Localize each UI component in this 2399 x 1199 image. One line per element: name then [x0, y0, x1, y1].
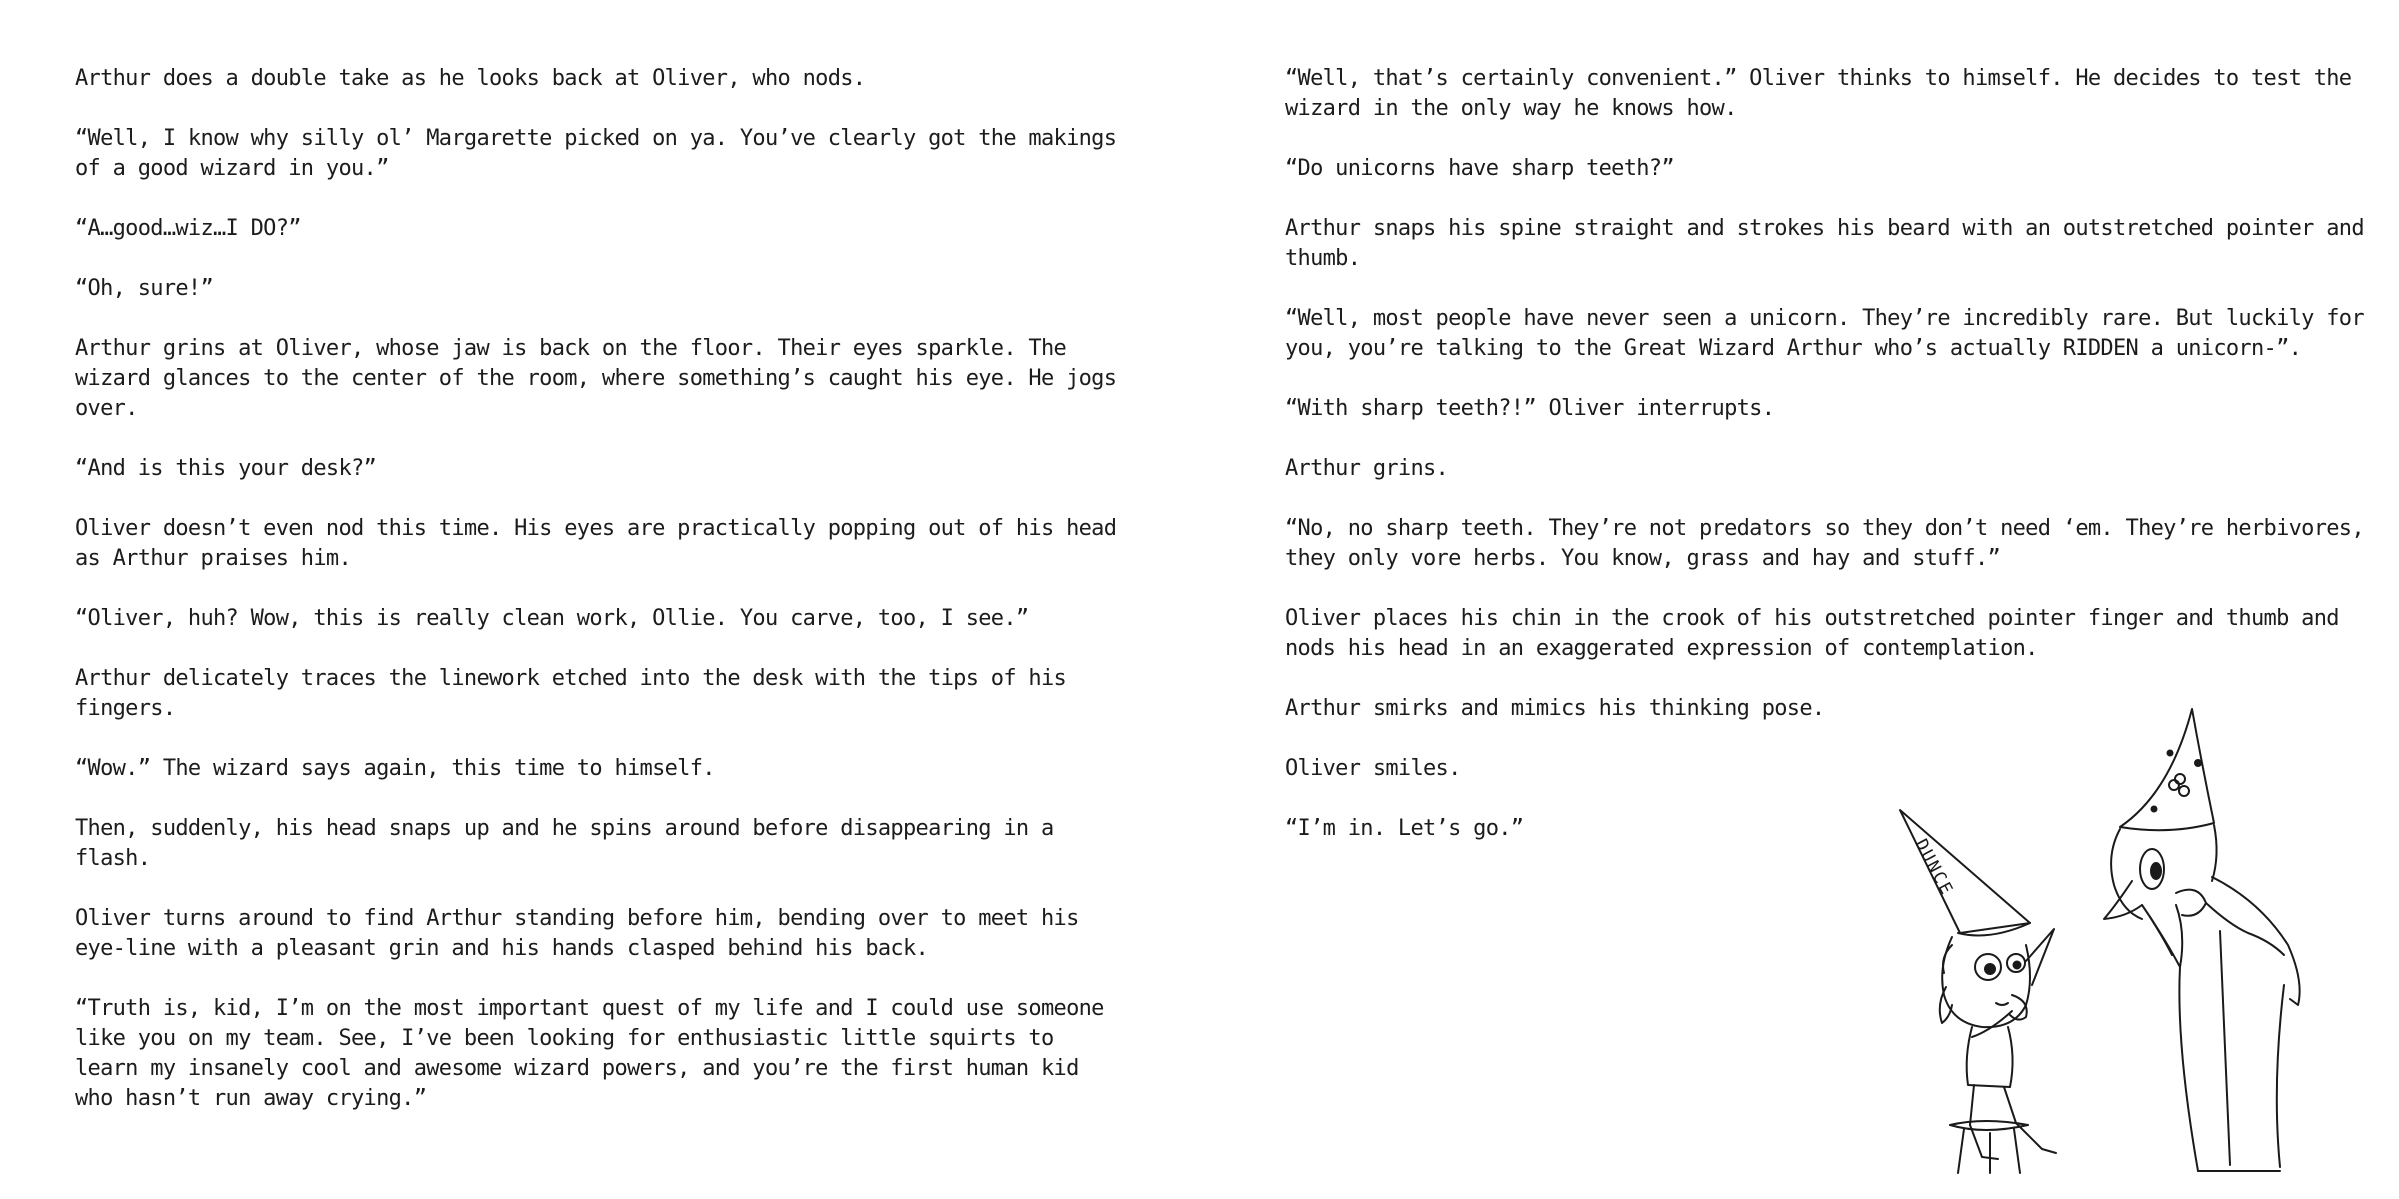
dunce-cap-label: DUNCE: [1910, 835, 1957, 900]
paragraph: “Wow.” The wizard says again, this time to himself.: [75, 756, 715, 781]
paragraph: “Do unicorns have sharp teeth?”: [1285, 156, 1674, 181]
paragraph: Arthur delicately traces the linework etched into the desk with the tips of his fingers.: [75, 666, 1067, 721]
paragraph: “Oh, sure!”: [75, 276, 213, 301]
paragraph: Oliver places his chin in the crook of his outstretched pointer finger and thumb and nods his head in an exaggerated expression of contemplation.: [1285, 606, 2339, 661]
paragraph: Arthur smirks and mimics his thinking pose.: [1285, 696, 1825, 721]
paragraph: Arthur snaps his spine straight and strokes his beard with an outstretched pointer and thumb.: [1285, 216, 2364, 271]
paragraph: Arthur grins.: [1285, 456, 1449, 481]
paragraph: “Well, I know why silly ol’ Margarette picked on ya. You’ve clearly got the makings of a good wizard in you.”: [75, 126, 1117, 181]
paragraph: Oliver smiles.: [1285, 756, 1461, 781]
paragraph: “I’m in. Let’s go.”: [1285, 816, 1524, 841]
paragraph: “Truth is, kid, I’m on the most important quest of my life and I could use someone like you on my team. See, I’ve been looking for enthusiastic little squirts to learn my insanely cool and awesome wizard powers, and you’re the first human kid who hasn’t run away crying.”: [75, 996, 1104, 1111]
paragraph: Then, suddenly, his head snaps up and he spins around before disappearing in a flash.: [75, 816, 1054, 871]
paragraph: “Oliver, huh? Wow, this is really clean work, Ollie. You carve, too, I see.”: [75, 606, 1029, 631]
paragraph: Arthur grins at Oliver, whose jaw is back on the floor. Their eyes sparkle. The wizard glances to the center of the room, where something’s caught his eye. He jogs over.: [75, 336, 1117, 421]
dunce-cap-icon: [1900, 810, 2030, 933]
paragraph: “A…good…wiz…I DO?”: [75, 216, 301, 241]
oliver-figure: [1900, 810, 2056, 1173]
paragraph: “And is this your desk?”: [75, 456, 377, 481]
paragraph: Oliver turns around to find Arthur standing before him, bending over to meet his eye-line with a pleasant grin and his hands clasped behind his back.: [75, 906, 1079, 961]
right-page: [1200, 0, 2399, 1199]
left-text-column: [75, 64, 1125, 1144]
paragraph: “No, no sharp teeth. They’re not predators so they don’t need ‘em. They’re herbivores, they only vore herbs. You know, grass and hay and stuff.”: [1285, 516, 2364, 571]
paragraph: Arthur does a double take as he looks back at Oliver, who nods.: [75, 66, 866, 91]
wizard-hat-icon: [2120, 709, 2214, 830]
arthur-wizard-figure: [2104, 709, 2300, 1171]
oliver-and-arthur-illustration: [1880, 705, 2380, 1175]
paragraph: “Well, that’s certainly convenient.” Oliver thinks to himself. He decides to test the wizard in the only way he knows how.: [1285, 66, 2352, 121]
paragraph: “Well, most people have never seen a unicorn. They’re incredibly rare. But luckily for you, you’re talking to the Great Wizard Arthur who’s actually RIDDEN a unicorn-”.: [1285, 306, 2364, 361]
paragraph: Oliver doesn’t even nod this time. His eyes are practically popping out of his head as Arthur praises him.: [75, 516, 1117, 571]
paragraph: “With sharp teeth?!” Oliver interrupts.: [1285, 396, 1775, 421]
